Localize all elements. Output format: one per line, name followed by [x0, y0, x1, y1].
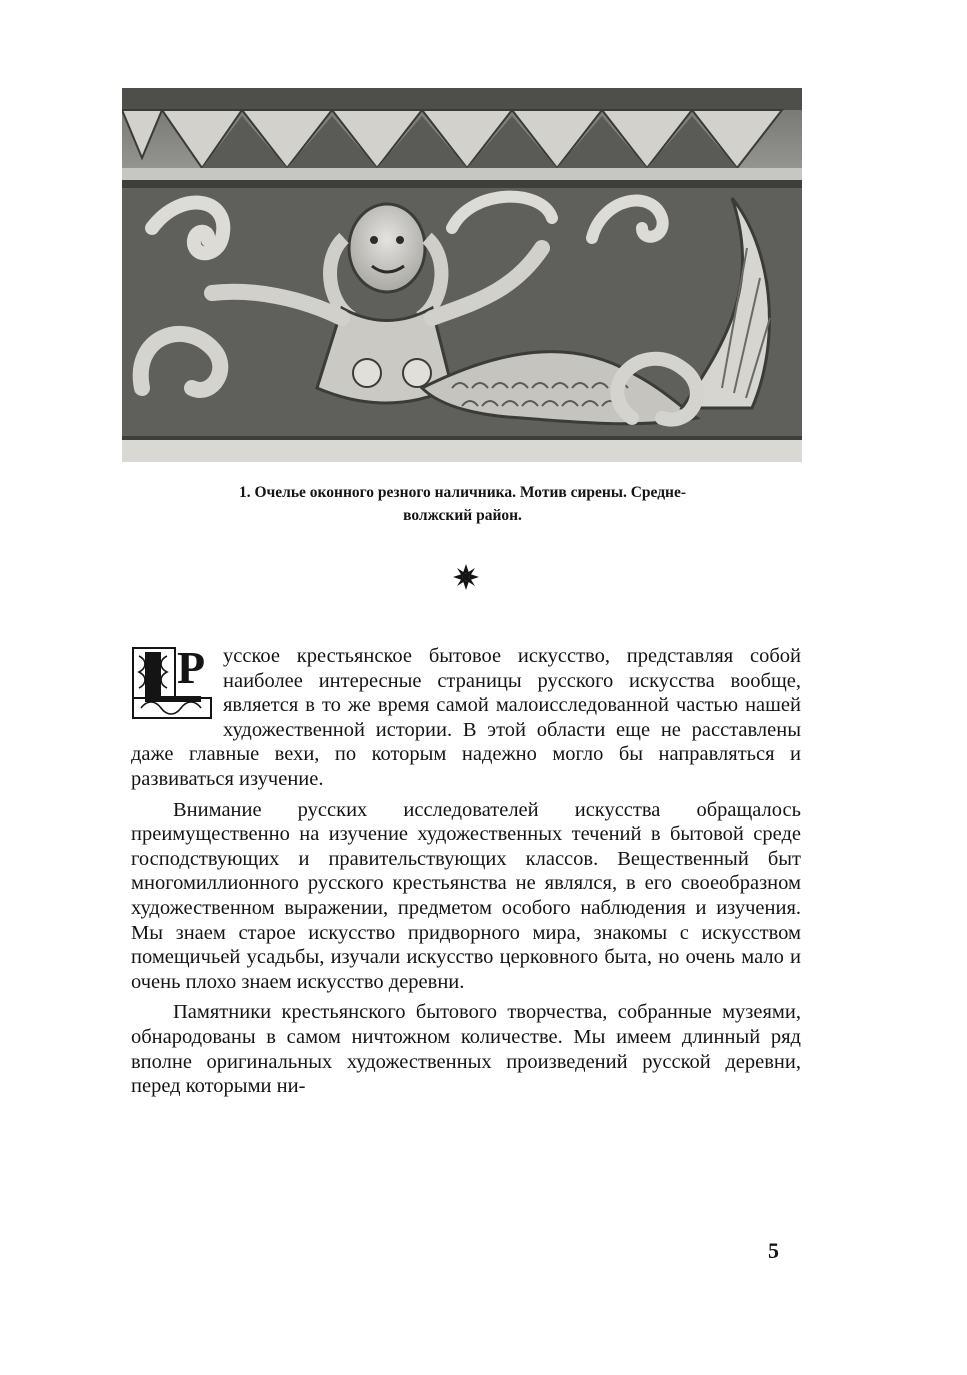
caption-line-1: 1. Очелье оконного резного наличника. Мотив сирены. Средне- — [238, 484, 687, 501]
decorative-initial — [131, 642, 213, 720]
paragraph-2: Внимание русских исследователей искусства обращалось преимущественно на изучение художественных течений в бытовой среде господствующих и правительствующих классов. Вещественный быт многомиллионного русского крестьянства не являлся, в его своеобразном художественном выражении, предметом особого наблюдения и изучения. Мы знаем старое искусство придворного мира, знакомы с искусством помещичьей усадьбы, изучали искусство церковного быта, но очень мало и очень плохо знаем искусство деревни. — [131, 798, 801, 993]
article-body — [131, 644, 801, 1105]
carved-siren-photo — [122, 88, 802, 462]
fleuron-icon — [452, 563, 480, 591]
dropcap-letter: Р — [177, 642, 206, 693]
page-number: 5 — [768, 1238, 779, 1263]
paragraph-3: Памятники крестьянского бытового творчества, собранные музеями, обнародованы в самом ничтожном количестве. Мы имеем длинный ряд вполне оригинальных художественных произведений русской деревни, перед которыми ни- — [131, 1001, 801, 1098]
paragraph-1 — [131, 644, 801, 792]
paragraph-1-text: усское крестьянское бытовое искусство, представляя собой наиболее интересные страницы русского искусства вообще, является в то же время самой малоисследованной частью нашей художественной истории. В этой области еще не расставлены даже главные вехи, по которым надежно могло бы направляться и развиваться изучение. — [131, 645, 801, 790]
siren-carving-illustration — [122, 88, 802, 462]
caption-line-2: волжский район. — [403, 507, 522, 524]
figure-caption — [140, 481, 785, 527]
